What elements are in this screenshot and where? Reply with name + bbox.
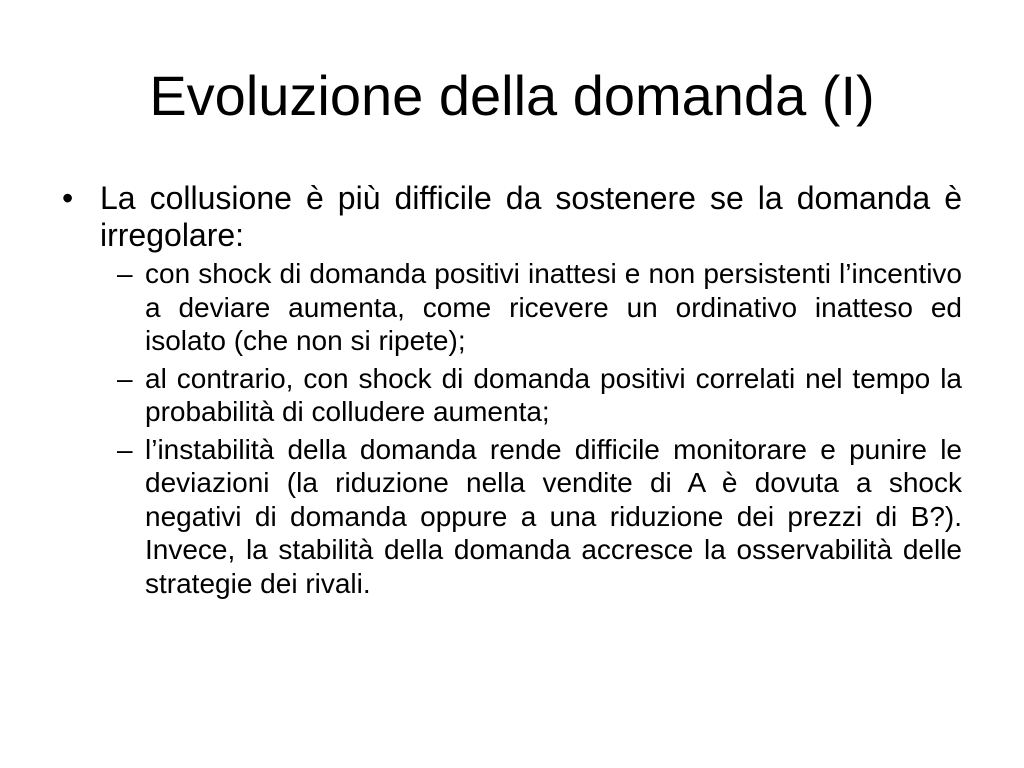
slide-title: Evoluzione della domanda (I) [149, 64, 875, 127]
sub-bullet-text: con shock di domanda positivi inattesi e non persistenti l’incentivo a deviare aumenta, come ricevere un ordinativo inatteso ed isolato (che non si ripete); [145, 258, 962, 356]
bullet-text: La collusione è più difficile da sostenere se la domanda è irregolare: [100, 180, 962, 253]
bullet-marker: • [62, 180, 74, 216]
dash-marker: – [117, 433, 133, 465]
bullet-item [62, 180, 962, 254]
sub-bullet-text: al contrario, con shock di domanda positivi correlati nel tempo la probabilità di colludere aumenta; [145, 362, 962, 427]
dash-marker: – [117, 258, 133, 289]
sub-bullet-item [117, 433, 962, 601]
sub-bullet-list [62, 257, 962, 600]
slide-content [62, 180, 962, 604]
sub-bullet-item [117, 362, 962, 429]
sub-bullet-item [117, 257, 962, 358]
dash-marker: – [117, 362, 133, 394]
sub-bullet-text: l’instabilità della domanda rende difficile monitorare e punire le deviazioni (la riduzione nella vendite di A è dovuta a shock negativi di domanda oppure a una riduzione dei prezzi di B?). Invece, la stabilità della domanda accresce la osservabilità delle strategie dei rivali. [145, 433, 962, 599]
